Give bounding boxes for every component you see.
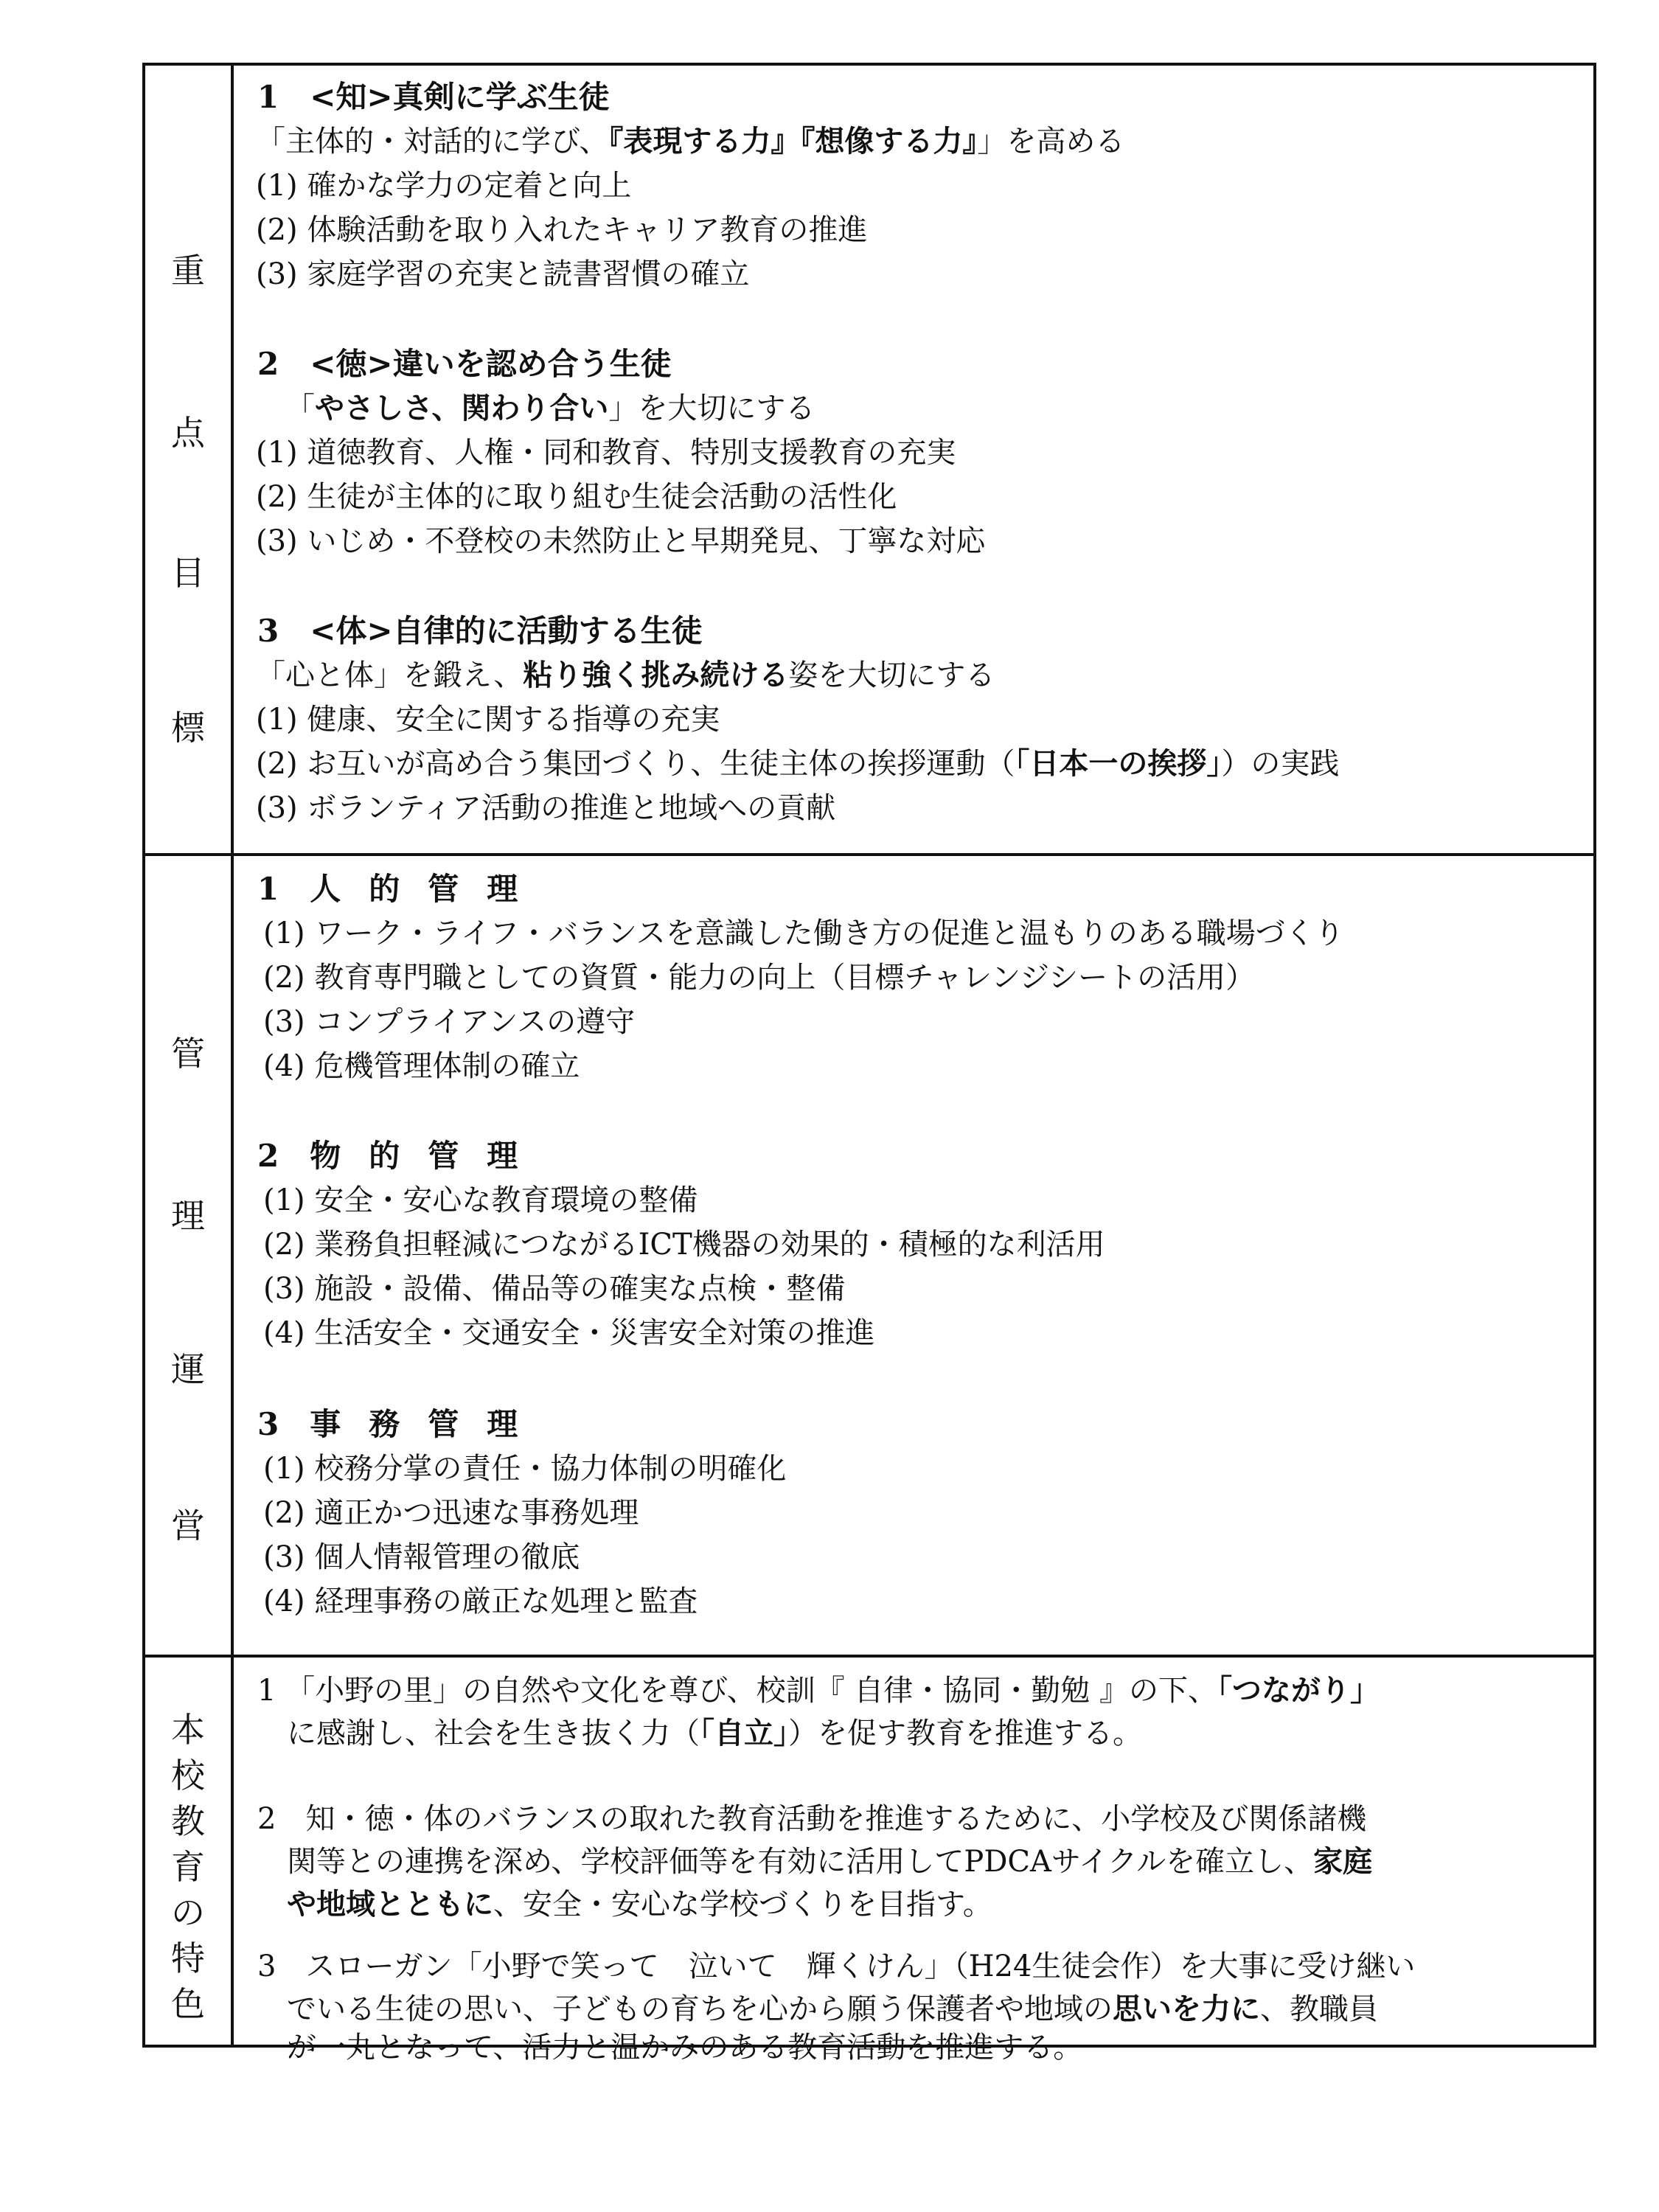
paragraph-line: でいる生徒の思い、子どもの育ちを心から願う保護者や地域の思いを力に、教職員 <box>287 1992 1378 2026</box>
group-heading: 3 事務管理 <box>257 1406 546 1442</box>
label-char: 本 <box>171 1710 205 1750</box>
label-char: の <box>171 1893 205 1933</box>
list-item: (2) 体験活動を取り入れたキャリア教育の推進 <box>256 213 868 247</box>
section-management <box>145 853 1593 1655</box>
label-char: 理 <box>171 1196 205 1236</box>
group-motto: 「やさしさ、関わり合い」を大切にする <box>285 391 815 425</box>
group-heading: 1 人的管理 <box>257 871 546 907</box>
list-item: (2) お互いが高め合う集団づくり、生徒主体の挨拶運動（「日本一の挨拶」）の実践 <box>256 746 1340 781</box>
list-item: (3) 個人情報管理の徹底 <box>263 1540 580 1574</box>
section-label <box>145 66 234 853</box>
list-item: (3) 家庭学習の充実と読書習慣の確立 <box>256 257 750 291</box>
list-item: (3) 施設・設備、備品等の確実な点検・整備 <box>263 1272 846 1306</box>
list-item: (2) 教育専門職としての資質・能力の向上（目標チャレンジシートの活用） <box>263 961 1256 995</box>
section-content <box>234 1658 1593 2065</box>
label-char: 標 <box>171 708 205 748</box>
label-char: 営 <box>171 1506 205 1545</box>
paragraph-line: 3 スローガン「小野で笑って 泣いて 輝くけん」（H24生徒会作）を大事に受け継い <box>257 1950 1416 1983</box>
section-label <box>145 1658 234 2045</box>
label-char: 教 <box>171 1801 205 1841</box>
section-label <box>145 856 234 1655</box>
list-item: (4) 危機管理体制の確立 <box>263 1049 580 1083</box>
list-item: (1) ワーク・ライフ・バランスを意識した働き方の促進と温もりのある職場づくり <box>263 917 1344 950</box>
section-school-features <box>145 1655 1593 2065</box>
list-item: (1) 道徳教育、人権・同和教育、特別支援教育の充実 <box>256 436 956 470</box>
list-item: (1) 健康、安全に関する指導の充実 <box>256 703 720 737</box>
list-item: (3) ボランティア活動の推進と地域への貢献 <box>256 791 836 825</box>
list-item: (2) 業務負担軽減につながるICT機器の効果的・積極的な利活用 <box>263 1228 1105 1262</box>
section-focus-goals <box>145 66 1593 853</box>
list-item: (3) いじめ・不登校の未然防止と早期発見、丁寧な対応 <box>256 524 986 558</box>
paragraph-line: が一丸となって、活力と温かみのある教育活動を推進する。 <box>287 2031 1083 2065</box>
list-item: (1) 校務分掌の責任・協力体制の明確化 <box>263 1452 787 1486</box>
label-char: 校 <box>171 1756 205 1795</box>
label-char: 特 <box>171 1938 205 1978</box>
list-item: (4) 生活安全・交通安全・災害安全対策の推進 <box>263 1316 875 1350</box>
paragraph-line: に感謝し、社会を生き抜く力（「自立」）を促す教育を推進する。 <box>287 1716 1142 1750</box>
paragraph-line: 1 「小野の里」の自然や文化を尊び、校訓『 自律・協同・勤勉 』の下、「つながり」 <box>257 1673 1380 1708</box>
list-item: (2) 適正かつ迅速な事務処理 <box>263 1496 639 1530</box>
paragraph-line: や地域とともに、安全・安心な学校づくりを目指す。 <box>287 1887 992 1921</box>
list-item: (3) コンプライアンスの遵守 <box>263 1005 636 1039</box>
label-char: 目 <box>171 553 205 593</box>
list-item: (1) 安全・安心な教育環境の整備 <box>263 1183 698 1217</box>
label-char: 点 <box>171 413 205 453</box>
label-char: 運 <box>171 1349 205 1389</box>
group-heading: 2 <徳>違いを認め合う生徒 <box>257 346 672 382</box>
section-content <box>234 66 1593 853</box>
paragraph-line: 関等との連携を深め、学校評価等を有効に活用してPDCAサイクルを確立し、家庭 <box>287 1844 1373 1879</box>
label-char: 管 <box>171 1034 205 1074</box>
group-motto: 「主体的・対話的に学び、『表現する力』『想像する力』」を高める <box>256 124 1125 159</box>
list-item: (2) 生徒が主体的に取り組む生徒会活動の活性化 <box>256 480 897 514</box>
label-char: 色 <box>171 1984 205 2024</box>
paragraph-line: 2 知・徳・体のバランスの取れた教育活動を推進するために、小学校及び関係諸機 <box>257 1802 1367 1836</box>
section-content <box>234 856 1593 1655</box>
list-item: (4) 経理事務の厳正な処理と監査 <box>263 1585 698 1618</box>
label-char: 育 <box>171 1847 205 1887</box>
list-item: (1) 確かな学力の定着と向上 <box>256 169 632 203</box>
group-heading: 1 <知>真剣に学ぶ生徒 <box>257 79 610 115</box>
group-heading: 2 物的管理 <box>257 1138 546 1174</box>
label-char: 重 <box>171 251 205 291</box>
policy-table <box>142 63 1596 2065</box>
group-motto: 「心と体」を鍛え、粘り強く挑み続ける姿を大切にする <box>256 658 995 692</box>
group-heading: 3 <体>自律的に活動する生徒 <box>257 613 703 649</box>
